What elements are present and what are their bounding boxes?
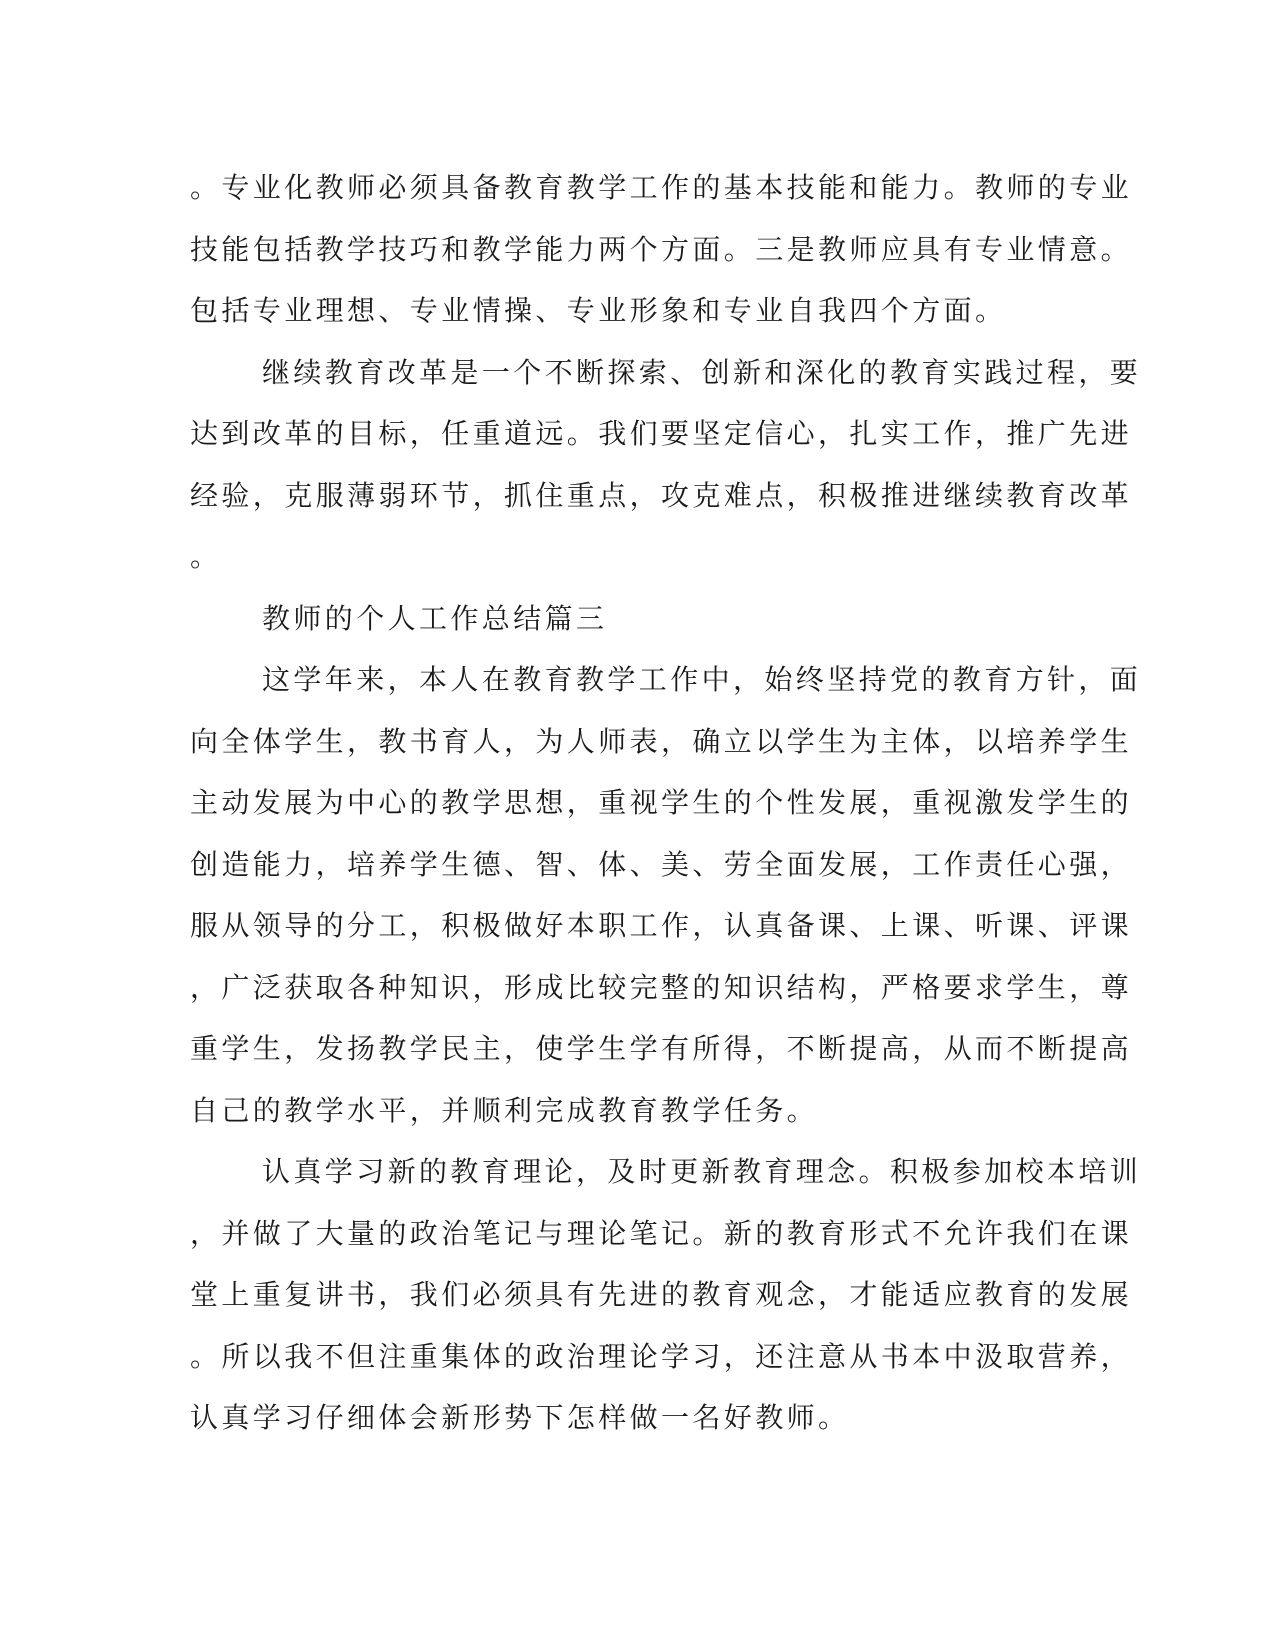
text-line: 。专业化教师必须具备教育教学工作的基本技能和能力。教师的专业: [190, 171, 1133, 204]
text-line: 包括专业理想、专业情操、专业形象和专业自我四个方面。: [190, 294, 1007, 327]
paragraph-start-line: 继续教育改革是一个不断探索、创新和深化的教育实践过程，要: [262, 355, 1142, 389]
text-line: 。: [190, 540, 222, 573]
text-line: 向全体学生，教书育人，为人师表，确立以学生为主体，以培养学生: [190, 724, 1133, 758]
text-line: 技能包括教学技巧和教学能力两个方面。三是教师应具有专业情意。: [190, 232, 1133, 266]
section-heading: 教师的个人工作总结篇三: [262, 601, 608, 635]
document-body: [190, 157, 1142, 1449]
text-line: 创造能力，培养学生德、智、体、美、劳全面发展，工作责任心强，: [190, 847, 1133, 881]
text-line: 经验，克服薄弱环节，抓住重点，攻克难点，积极推进继续教育改革: [190, 478, 1133, 512]
text-line: 服从领导的分工，积极做好本职工作，认真备课、上课、听课、评课: [190, 909, 1133, 942]
text-line: 重学生，发扬教学民主，使学生学有所得，不断提高，从而不断提高: [190, 1032, 1133, 1065]
paragraph-start-line: 这学年来，本人在教育教学工作中，始终坚持党的教育方针，面: [262, 663, 1142, 696]
text-line: 自己的教学水平，并顺利完成教育教学任务。: [190, 1093, 819, 1127]
text-line: 达到改革的目标，任重道远。我们要坚定信心，扎实工作，推广先进: [190, 417, 1133, 450]
text-line: 主动发展为中心的教学思想，重视学生的个性发展，重视激发学生的: [190, 786, 1133, 819]
paragraph-start-line: 认真学习新的教育理论，及时更新教育理念。积极参加校本培训: [262, 1155, 1142, 1188]
text-line: ，广泛获取各种知识，形成比较完整的知识结构，严格要求学生，尊: [190, 970, 1133, 1004]
text-line: ，并做了大量的政治笔记与理论笔记。新的教育形式不允许我们在课: [190, 1216, 1133, 1250]
text-line: 。所以我不但注重集体的政治理论学习，还注意从书本中汲取营养，: [190, 1339, 1133, 1373]
text-line: 认真学习仔细体会新形势下怎样做一名好教师。: [190, 1401, 850, 1434]
text-line: 堂上重复讲书，我们必须具有先进的教育观念，才能适应教育的发展: [190, 1278, 1133, 1311]
